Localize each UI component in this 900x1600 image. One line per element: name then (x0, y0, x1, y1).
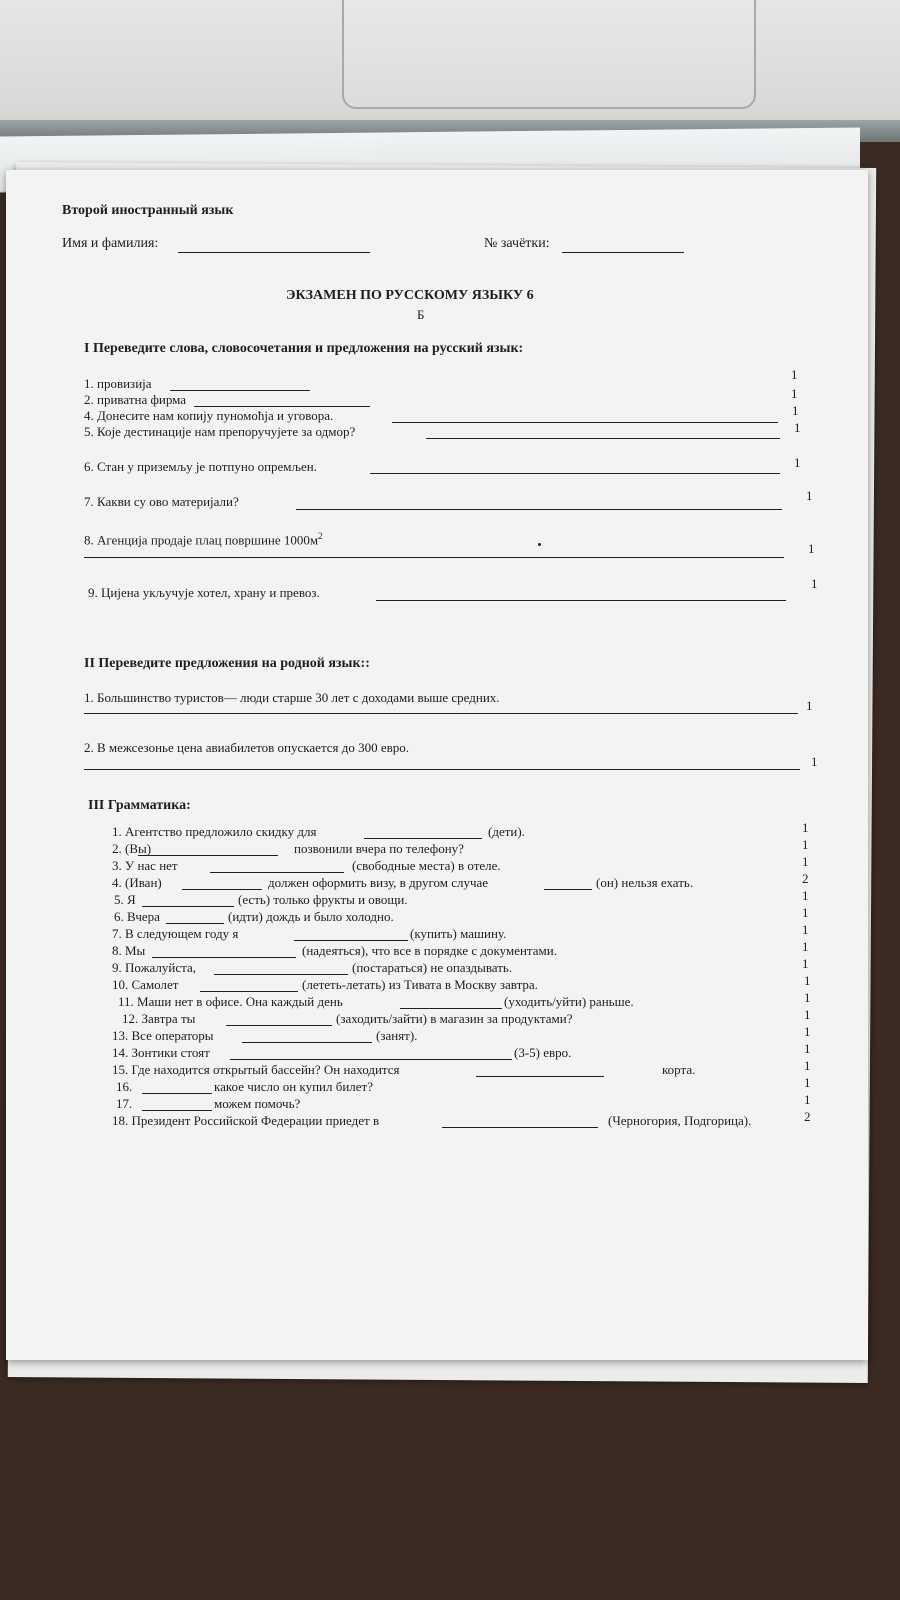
ink-dot (538, 543, 541, 546)
grammar-item-suffix: (3-5) евро. (514, 1045, 572, 1060)
grammar-item-suffix: (постараться) не опаздывать. (352, 960, 513, 975)
grammar-item-prompt: 3. У нас нет (112, 858, 178, 873)
section-1-item: 2. приватна фирма (84, 392, 187, 407)
grammar-points-value: 1 (804, 1007, 811, 1022)
grammar-points-value: 1 (802, 888, 809, 903)
section-1-item: 5. Које дестинације нам препоручујете за одмор? (84, 424, 356, 439)
grammar-item-prompt: 17. (116, 1096, 133, 1111)
exam-title: ЭКЗАМЕН ПО РУССКОМУ ЯЗЫКУ 6 (286, 288, 534, 303)
grammar-blank (242, 1042, 372, 1043)
section-1-item: 7. Какви су ово материјали? (84, 494, 239, 509)
section-2-item: 1. Большинство туристов— люди старше 30 лет с доходами выше средних. (84, 690, 500, 705)
grammar-item-prompt: 13. Все операторы (112, 1028, 214, 1043)
answer-blank (376, 600, 786, 601)
grammar-points-value: 1 (802, 854, 809, 869)
grammar-item-suffix: (Черногория, Подгорица). (608, 1113, 752, 1128)
points: 1 (811, 576, 818, 591)
grammar-item-prompt: 7. В следующем году я (112, 926, 239, 941)
points: 1 (792, 403, 799, 418)
answer-blank (84, 769, 800, 770)
grammar-points-value: 1 (804, 1075, 811, 1090)
grammar-item-prompt: 14. Зонтики стоят (112, 1045, 210, 1060)
points: 1 (794, 420, 801, 435)
name-label: Имя и фамилия: (62, 236, 159, 251)
grammar-points-value: 1 (802, 820, 809, 835)
laptop-surface (0, 0, 900, 135)
grammar-item-suffix: (дети). (488, 824, 525, 839)
grammar-blank (400, 1008, 502, 1009)
grammar-item-suffix: (купить) машину. (410, 926, 507, 941)
points: 1 (806, 488, 813, 503)
grammar-item-suffix: (есть) только фрукты и овощи. (238, 892, 408, 907)
grammar-blank (142, 906, 234, 907)
points: 1 (791, 386, 798, 401)
grammar-blank (364, 838, 482, 839)
section-1-item: 1. провизија (84, 376, 152, 391)
grammar-item-prompt: 4. (Иван) (112, 875, 162, 890)
grammar-item-suffix: (лететь-летать) из Тивата в Москву завтра. (302, 977, 538, 992)
grammar-item-suffix: (заходить/зайти) в магазин за продуктами? (336, 1011, 573, 1026)
grammar-item-suffix: (уходить/уйти) раньше. (504, 994, 634, 1009)
grammar-item-suffix: корта. (662, 1062, 696, 1077)
answer-blank (426, 438, 780, 439)
grammar-blank (230, 1059, 512, 1060)
grammar-blank (442, 1127, 598, 1128)
section-3-heading: III Грамматика: (88, 798, 191, 813)
grammar-item-prompt: 12. Завтра ты (122, 1011, 196, 1026)
grammar-points-value: 1 (802, 905, 809, 920)
grammar-points-value: 1 (802, 956, 809, 971)
grammar-item-suffix: (занят). (376, 1028, 418, 1043)
grammar-blank (166, 923, 224, 924)
grammar-blank (200, 991, 298, 992)
answer-blank (296, 509, 782, 510)
course-title: Второй иностранный язык (62, 203, 234, 218)
answer-blank (170, 390, 310, 391)
grammar-item-suffix: можем помочь? (214, 1096, 301, 1111)
record-number-blank (562, 252, 684, 253)
grammar-points-value: 1 (802, 922, 809, 937)
section-1-item: 9. Цијена укључује хотел, храну и превоз. (88, 585, 320, 600)
grammar-item-suffix: (свободные места) в отеле. (352, 858, 501, 873)
grammar-points-value: 1 (804, 1058, 811, 1073)
points: 1 (791, 367, 798, 382)
section-1-heading: I Переведите слова, словосочетания и предложения на русский язык: (84, 341, 524, 356)
grammar-item-prompt: 2. (Вы) (112, 841, 152, 856)
grammar-item-prompt: 8. Мы (112, 943, 146, 958)
grammar-item-prompt: 9. Пожалуйста, (112, 960, 197, 975)
grammar-blank (182, 889, 262, 890)
section-2-item: 2. В межсезонье цена авиабилетов опускается до 300 евро. (84, 740, 410, 755)
grammar-item-prompt: 15. Где находится открытый бассейн? Он находится (112, 1062, 400, 1077)
grammar-item-prompt: 5. Я (114, 892, 136, 907)
points: 1 (811, 754, 818, 769)
grammar-points-value: 1 (804, 1024, 811, 1039)
answer-blank (84, 557, 784, 558)
section-2-heading: II Переведите предложения на родной язык:: (84, 656, 370, 671)
grammar-item-suffix: какое число он купил билет? (214, 1079, 373, 1094)
grammar-points-value: 1 (802, 939, 809, 954)
grammar-blank (142, 1110, 212, 1111)
grammar-blank (142, 1093, 212, 1094)
grammar-points-value: 1 (804, 1041, 811, 1056)
exam-sheet (6, 170, 868, 1360)
points: 1 (806, 698, 813, 713)
points: 1 (794, 455, 801, 470)
section-1-item: 6. Стан у приземљу је потпуно опремљен. (84, 459, 317, 474)
grammar-points-value: 2 (802, 871, 809, 886)
grammar-points-value: 1 (804, 1092, 811, 1107)
name-blank (178, 252, 370, 253)
grammar-item-suffix: (надеяться), что все в порядке с документами. (302, 943, 557, 958)
points: 1 (808, 541, 815, 556)
section-1-item (84, 531, 323, 548)
grammar-blank (544, 889, 592, 890)
grammar-blank (138, 855, 278, 856)
grammar-item-prompt: 1. Агентство предложило скидку для (112, 824, 317, 839)
grammar-item-prompt: 10. Самолет (112, 977, 179, 992)
grammar-blank (476, 1076, 604, 1077)
grammar-item-prompt: 6. Вчера (114, 909, 160, 924)
superscript: 2 (318, 531, 323, 541)
grammar-item-prompt: 18. Президент Российской Федерации приедет в (112, 1113, 380, 1128)
grammar-points-value: 1 (804, 990, 811, 1005)
answer-blank (392, 422, 778, 423)
grammar-blank (210, 872, 344, 873)
grammar-item-prompt: 16. (116, 1079, 133, 1094)
grammar-points-value: 1 (804, 973, 811, 988)
grammar-blank (152, 957, 296, 958)
item-text: 8. Агенција продаје плац површине 1000м (84, 532, 319, 548)
answer-blank (84, 713, 798, 714)
grammar-item-suffix: должен оформить визу, в другом случае (268, 875, 489, 890)
answer-blank (370, 473, 780, 474)
grammar-item-suffix: позвонили вчера по телефону? (294, 841, 464, 856)
grammar-item-prompt: 11. Маши нет в офисе. Она каждый день (118, 994, 343, 1009)
grammar-points-value: 1 (802, 837, 809, 852)
section-1-item: 4. Донесите нам копију пуномоћја и уговора. (84, 408, 334, 423)
grammar-item-ending: (он) нельзя ехать. (596, 875, 694, 890)
answer-blank (194, 406, 370, 407)
grammar-item-suffix: (идти) дождь и было холодно. (228, 909, 394, 924)
laptop-touchpad (342, 0, 756, 109)
grammar-blank (214, 974, 348, 975)
grammar-blank (294, 940, 408, 941)
exam-variant: Б (417, 307, 425, 322)
record-number-label: № зачётки: (484, 236, 550, 251)
grammar-points-value: 2 (804, 1109, 811, 1124)
grammar-blank (226, 1025, 332, 1026)
